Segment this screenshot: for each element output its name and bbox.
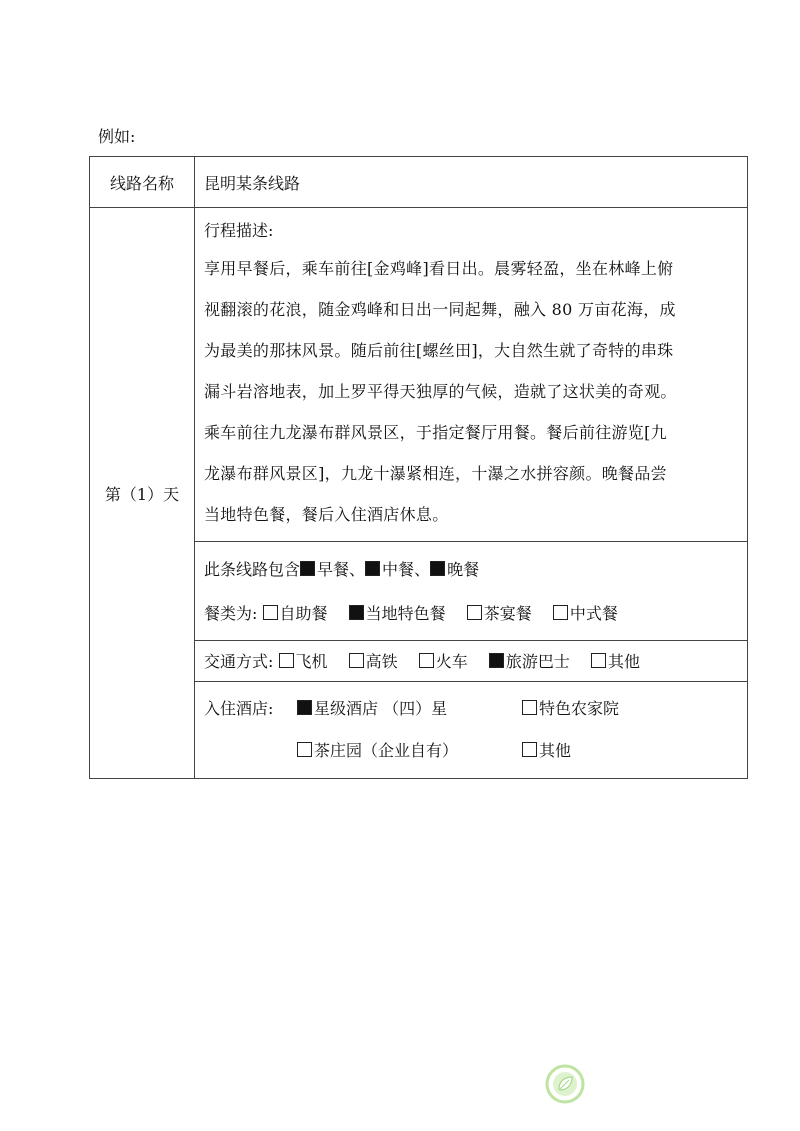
option-label: 当地特色餐 bbox=[365, 604, 446, 623]
route-name-row bbox=[90, 157, 748, 208]
hotel-cell bbox=[195, 682, 748, 779]
meals-cell bbox=[195, 542, 748, 641]
checkbox-train[interactable] bbox=[419, 653, 434, 668]
checkbox-lunch[interactable] bbox=[365, 561, 380, 576]
transport-option-train[interactable] bbox=[419, 647, 468, 677]
checkbox-bus[interactable] bbox=[489, 653, 504, 668]
hotel-line-1 bbox=[204, 688, 738, 730]
meals-included-line bbox=[204, 548, 738, 592]
meal-option-chinese[interactable] bbox=[553, 592, 618, 636]
hotel-option-tea-estate[interactable] bbox=[297, 730, 522, 772]
dinner-label: 晚餐 bbox=[447, 560, 480, 579]
option-label: 茶庄园（企业自有） bbox=[314, 741, 459, 760]
route-name: 昆明某条线路 bbox=[195, 157, 748, 208]
description-line: 乘车前往九龙瀑布群风景区，于指定餐厅用餐。餐后前往游览[九 bbox=[204, 423, 667, 442]
hotel-label: 入住酒店: bbox=[204, 699, 274, 718]
lunch-label: 中餐 bbox=[382, 560, 415, 579]
option-label: 中式餐 bbox=[569, 604, 618, 623]
checkbox-buffet[interactable] bbox=[263, 605, 278, 620]
transport-option-plane[interactable] bbox=[279, 647, 328, 677]
checkbox-dinner[interactable] bbox=[430, 561, 445, 576]
checkbox-breakfast[interactable] bbox=[300, 561, 315, 576]
checkbox-highspeed[interactable] bbox=[349, 653, 364, 668]
hotel-option-farmhouse[interactable] bbox=[522, 699, 619, 718]
meal-option-local[interactable] bbox=[349, 592, 446, 636]
meals-included-prefix: 此条线路包含 bbox=[204, 560, 301, 579]
option-label: 高铁 bbox=[365, 652, 398, 671]
transport-option-other[interactable] bbox=[591, 647, 640, 677]
route-label: 线路名称 bbox=[90, 157, 195, 208]
hotel-line-2 bbox=[204, 730, 738, 772]
intro-text: 例如: bbox=[98, 127, 136, 146]
day-description-row bbox=[90, 208, 748, 542]
description-body bbox=[204, 248, 738, 535]
leaf-logo-icon bbox=[545, 1064, 585, 1104]
day-label: 第（1）天 bbox=[90, 208, 195, 779]
separator: 、 bbox=[349, 560, 366, 579]
option-label: 星级酒店 （四）星 bbox=[314, 699, 448, 718]
transport-cell bbox=[195, 641, 748, 682]
transport-label: 交通方式: bbox=[204, 652, 274, 671]
description-line: 视翻滚的花浪，随金鸡峰和日出一同起舞，融入 80 万亩花海，成 bbox=[204, 300, 676, 319]
checkbox-star[interactable] bbox=[297, 700, 312, 715]
description-title: 行程描述: bbox=[204, 221, 274, 240]
checkbox-other[interactable] bbox=[591, 653, 606, 668]
separator: 、 bbox=[414, 560, 431, 579]
transport-option-highspeed[interactable] bbox=[349, 647, 398, 677]
option-label: 火车 bbox=[435, 652, 468, 671]
checkbox-hotel-other[interactable] bbox=[522, 742, 537, 757]
checkbox-chinese[interactable] bbox=[553, 605, 568, 620]
meal-option-tea[interactable] bbox=[467, 592, 532, 636]
description-line: 为最美的那抹风景。随后前往[螺丝田]，大自然生就了奇特的串珠 bbox=[204, 341, 674, 360]
breakfast-label: 早餐 bbox=[317, 560, 350, 579]
checkbox-tea-estate[interactable] bbox=[297, 742, 312, 757]
option-label: 茶宴餐 bbox=[483, 604, 532, 623]
option-label: 自助餐 bbox=[279, 604, 328, 623]
description-cell bbox=[195, 208, 748, 542]
option-label: 特色农家院 bbox=[539, 699, 620, 718]
meal-type-label: 餐类为: bbox=[204, 604, 258, 623]
option-label: 飞机 bbox=[295, 652, 328, 671]
option-label: 其他 bbox=[607, 652, 640, 671]
checkbox-local[interactable] bbox=[349, 605, 364, 620]
description-line: 漏斗岩溶地表，加上罗平得天独厚的气候，造就了这状美的奇观。 bbox=[204, 382, 677, 401]
transport-option-bus[interactable] bbox=[489, 647, 570, 677]
description-line: 当地特色餐，餐后入住酒店休息。 bbox=[204, 505, 449, 524]
checkbox-plane[interactable] bbox=[279, 653, 294, 668]
hotel-option-star[interactable] bbox=[297, 688, 522, 730]
description-line: 享用早餐后，乘车前往[金鸡峰]看日出。晨雾轻盈，坐在林峰上俯 bbox=[204, 259, 674, 278]
description-line: 龙瀑布群风景区]，九龙十瀑紧相连，十瀑之水拼容颜。晚餐品尝 bbox=[204, 464, 667, 483]
checkbox-farmhouse[interactable] bbox=[522, 700, 537, 715]
itinerary-table bbox=[89, 156, 748, 779]
meal-option-buffet[interactable] bbox=[263, 592, 328, 636]
option-label: 其他 bbox=[539, 741, 572, 760]
meal-type-line bbox=[204, 592, 738, 636]
checkbox-tea[interactable] bbox=[467, 605, 482, 620]
option-label: 旅游巴士 bbox=[505, 652, 570, 671]
hotel-option-other[interactable] bbox=[522, 741, 571, 760]
